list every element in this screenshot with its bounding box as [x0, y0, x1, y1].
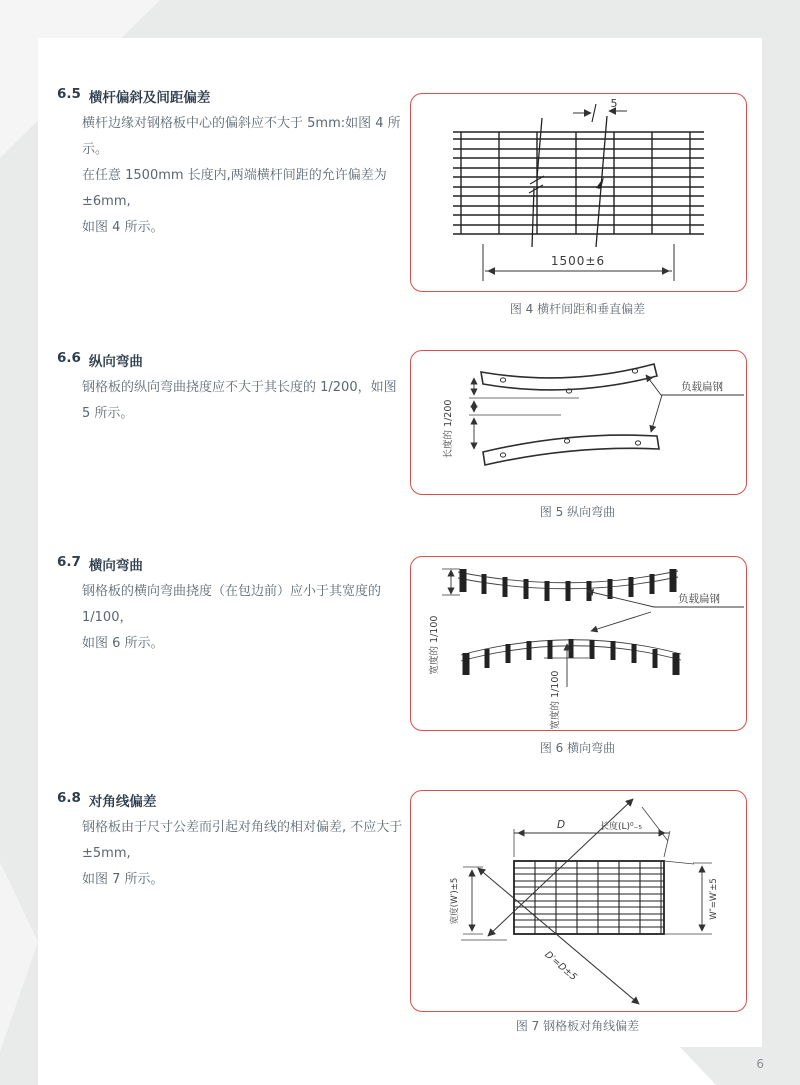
section-heading: [57, 350, 407, 370]
section-number: 6.6: [57, 350, 81, 366]
figure-5-drawing: [411, 351, 746, 494]
figure-5-box: [410, 350, 747, 495]
fig5-left-dimension: 长度的 1/200: [443, 399, 454, 459]
section-body: [82, 579, 407, 657]
fig6-center-dimension: 宽度的 1/100: [550, 670, 561, 730]
fig4-top-dimension: 5: [610, 97, 618, 110]
body-line: 如图 7 所示。: [82, 872, 164, 887]
document-page: [38, 38, 762, 1085]
corner-decoration-bottom-left: [0, 862, 38, 1052]
fig7-width-right-dimension: W″=W′±5: [709, 878, 719, 920]
section-6-8: [57, 790, 407, 893]
fig6-left-dimension: 宽度的 1/100: [429, 615, 440, 675]
section-heading: [57, 86, 407, 106]
figure-5-caption: 图 5 纵向弯曲: [539, 505, 616, 519]
fig7-diagonal-d-label: D: [556, 819, 566, 831]
body-line: 钢格板的横向弯曲挠度（在包边前）应小于其宽度的 1/100，: [82, 584, 382, 625]
section-number: 6.7: [57, 554, 81, 570]
section-heading: [57, 790, 407, 810]
body-line: 如图 4 所示。: [82, 220, 164, 235]
section-title: 对角线偏差: [88, 794, 157, 810]
figure-7-caption: 图 7 钢格板对角线偏差: [515, 1019, 640, 1033]
figure-6-box: [410, 556, 747, 731]
figure-6-caption: 图 6 横向弯曲: [539, 741, 616, 755]
fig7-length-dimension: 长度(L)⁰₋₅: [599, 822, 643, 832]
section-title: 纵向弯曲: [88, 354, 143, 370]
body-line: 在任意 1500mm 长度内,两端横杆间距的允许偏差为±6mm,: [82, 168, 387, 209]
fig6-load-bar-label: 负载扁钢: [678, 593, 720, 605]
section-number: 6.8: [57, 790, 81, 806]
section-body: [82, 375, 407, 427]
body-line: 横杆边缘对钢格板中心的偏斜应不大于 5mm:如图 4 所示。: [82, 116, 401, 157]
section-6-7: [57, 554, 407, 657]
fig5-load-bar-label: 负载扁钢: [681, 381, 723, 393]
body-line: 钢格板由于尺寸公差而引起对角线的相对偏差, 不应大于 ±5mm,: [82, 820, 403, 861]
body-line: 如图 6 所示。: [82, 636, 164, 651]
body-line: 钢格板的纵向弯曲挠度应不大于其长度的 1/200，如图 5 所示。: [82, 380, 397, 421]
figure-7-drawing: [411, 791, 746, 1011]
figure-4-box: [410, 93, 747, 292]
section-heading: [57, 554, 407, 574]
section-6-5: [57, 86, 407, 241]
figure-7-box: [410, 790, 747, 1012]
fig7-diagonal-dprime-label: D′=D±5: [542, 949, 579, 983]
figure-4-caption: 图 4 横杆间距和垂直偏差: [509, 302, 646, 316]
fig7-width-left-dimension: 宽度(W′)±5: [450, 877, 460, 925]
section-6-6: [57, 350, 407, 427]
page-number: 6: [756, 1057, 764, 1071]
section-body: [82, 111, 407, 241]
section-title: 横向弯曲: [88, 558, 143, 574]
figure-6-drawing: [411, 557, 746, 730]
fig4-bottom-dimension: 1500±6: [550, 254, 606, 268]
section-number: 6.5: [57, 86, 81, 102]
figure-4-drawing: [411, 94, 746, 291]
section-body: [82, 815, 407, 893]
section-title: 横杆偏斜及间距偏差: [88, 90, 211, 106]
